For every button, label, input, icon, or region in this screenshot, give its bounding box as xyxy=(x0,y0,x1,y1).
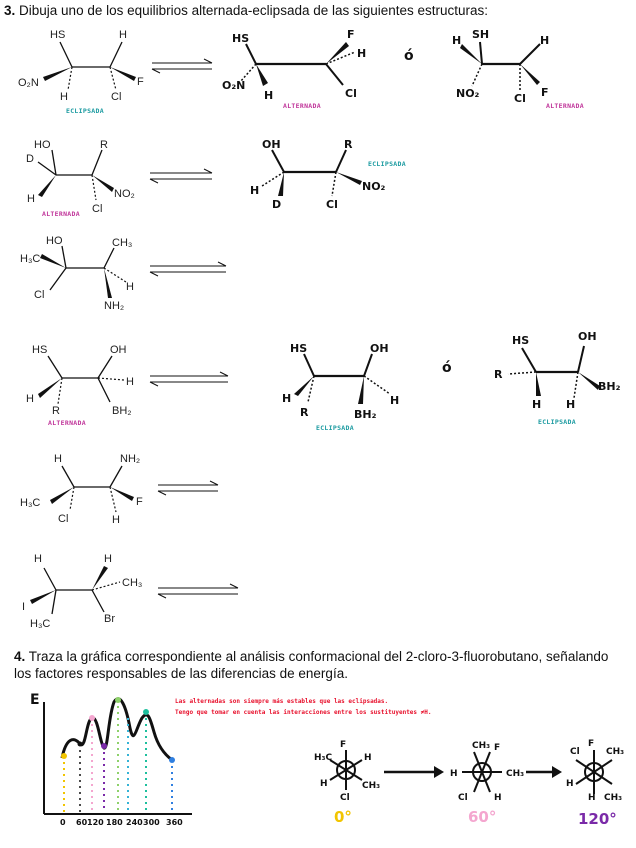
atom-label: H xyxy=(250,184,260,197)
question-3-number: 3. xyxy=(4,3,16,18)
atom-label: HS xyxy=(512,334,530,347)
atom-label: H xyxy=(450,769,458,779)
atom-label: H₃C xyxy=(314,753,333,763)
atom-label: CH₃ xyxy=(362,781,381,791)
atom-label: F xyxy=(340,740,347,750)
energy-diagram-canvas xyxy=(0,688,636,848)
structure-2-staggered xyxy=(26,139,135,218)
atom-label: BH₂ xyxy=(112,405,132,417)
atom-label: H xyxy=(532,398,542,411)
handdrawn-structure-1b xyxy=(452,28,584,110)
structure-6 xyxy=(22,553,142,630)
point-marker xyxy=(115,697,121,703)
point-marker xyxy=(143,709,149,715)
x-tick-label: 240 xyxy=(126,818,143,827)
atom-label: CH₃ xyxy=(472,741,491,751)
x-tick-label: 0 xyxy=(60,818,66,827)
atom-label: H xyxy=(264,89,274,102)
newman-projection-0 xyxy=(314,740,380,826)
structure-1-eclipsed xyxy=(18,29,144,115)
atom-label: CH₃ xyxy=(604,793,623,803)
atom-label: F xyxy=(137,76,144,88)
newman-projection-60 xyxy=(450,741,524,826)
atom-label: H xyxy=(26,393,34,405)
atom-label: R xyxy=(52,405,60,417)
atom-label: H₃C xyxy=(20,497,41,509)
equilibrium-arrow-5 xyxy=(158,481,218,495)
atom-label: CH₃ xyxy=(506,769,525,779)
atom-label: HO xyxy=(34,139,51,151)
atom-label: H xyxy=(320,779,328,789)
x-tick-label: 180 xyxy=(106,818,123,827)
atom-label: SH xyxy=(472,28,490,41)
atom-label: F xyxy=(136,496,143,508)
atom-label: OH xyxy=(370,342,389,355)
atom-label: R xyxy=(344,138,353,151)
alternada-tag: ALTERNADA xyxy=(546,102,584,110)
atom-label: D xyxy=(272,198,282,211)
atom-label: NO₂ xyxy=(362,180,386,193)
or-separator: ó xyxy=(442,360,452,376)
x-tick-label: 60 xyxy=(76,818,88,827)
atom-label: H xyxy=(27,193,35,205)
atom-label: Cl xyxy=(570,747,580,757)
atom-label: H xyxy=(364,753,372,763)
angle-label-60: 60° xyxy=(468,808,497,826)
atom-label: NO₂ xyxy=(456,87,480,100)
atom-label: H xyxy=(34,553,42,565)
atom-label: H xyxy=(540,34,550,47)
question-4-text-line1: Traza la gráfica correspondiente al análisis conformacional del 2-cloro-3-fluorobutano, señalando xyxy=(28,649,609,664)
atom-label: Cl xyxy=(458,793,468,803)
atom-label: H xyxy=(126,376,134,388)
atom-label: H xyxy=(452,34,462,47)
angle-label-120: 120° xyxy=(578,810,617,828)
equilibrium-arrow-4 xyxy=(150,372,228,386)
x-tick-label: 120 xyxy=(87,818,104,827)
atom-label: H xyxy=(104,553,112,565)
equilibrium-arrow-1 xyxy=(152,59,212,73)
arrow-60-to-120 xyxy=(526,766,562,778)
atom-label: O₂N xyxy=(18,77,39,89)
atom-label: HS xyxy=(32,344,48,356)
structure-4 xyxy=(26,344,134,427)
atom-label: OH xyxy=(578,330,597,343)
handdrawn-structure-4b xyxy=(494,330,621,426)
note-line-2: Tengo que tomar en cuenta las interacciones entre los sustituyentes ≠H. xyxy=(175,709,432,716)
atom-label: H xyxy=(54,453,62,465)
atom-label: H₃C xyxy=(30,618,51,630)
point-marker xyxy=(89,715,95,721)
point-marker xyxy=(61,753,67,759)
eclipsada-tag: ECLIPSADA xyxy=(368,160,406,168)
x-tick-label: 360 xyxy=(166,818,183,827)
atom-label: F xyxy=(588,739,595,749)
atom-label: H xyxy=(126,281,134,293)
atom-label: H₃C xyxy=(20,253,41,265)
atom-label: R xyxy=(300,406,309,419)
atom-label: HO xyxy=(46,235,63,247)
question-3-text: Dibuja uno de los equilibrios alternada-eclipsada de las siguientes estructuras: xyxy=(19,3,489,18)
atom-label: HS xyxy=(50,29,66,41)
atom-label: CH₃ xyxy=(606,747,625,757)
atom-label: HS xyxy=(232,32,250,45)
atom-label: F xyxy=(347,28,355,41)
arrow-0-to-60 xyxy=(384,766,444,778)
atom-label: H xyxy=(566,398,576,411)
atom-label: HS xyxy=(290,342,308,355)
question-4-text-line2: los factores responsables de las diferencias de energía. xyxy=(14,666,348,681)
atom-label: Cl xyxy=(345,87,357,100)
atom-label: Cl xyxy=(514,92,526,105)
atom-label: Cl xyxy=(326,198,338,211)
atom-label: H xyxy=(282,392,292,405)
atom-label: NH₂ xyxy=(104,300,125,312)
atom-label: F xyxy=(541,86,549,99)
structure-3 xyxy=(20,235,134,312)
atom-label: H xyxy=(566,779,574,789)
alternada-tag: ALTERNADA xyxy=(42,210,80,218)
alternada-tag: ALTERNADA xyxy=(283,102,321,110)
atom-label: NO₂ xyxy=(114,188,135,200)
question-4 xyxy=(14,648,608,682)
note-line-1: Las alternadas son siempre más estables que las eclipsadas. xyxy=(175,698,389,705)
angle-label-0: 0° xyxy=(334,808,352,826)
atom-label: OH xyxy=(110,344,127,356)
atom-label: BH₂ xyxy=(354,408,377,421)
atom-label: NH₂ xyxy=(120,453,141,465)
eclipsada-tag: ECLIPSADA xyxy=(66,107,104,115)
atom-label: H xyxy=(494,793,502,803)
point-marker xyxy=(101,743,107,749)
atom-label: D xyxy=(26,153,34,165)
point-marker xyxy=(169,757,175,763)
atom-label: H xyxy=(112,514,120,526)
point-marker xyxy=(78,742,83,747)
atom-label: CH₃ xyxy=(122,577,143,589)
atom-label: Cl xyxy=(92,203,103,215)
atom-label: O₂N xyxy=(222,79,246,92)
atom-label: H xyxy=(588,793,596,803)
eclipsada-tag: ECLIPSADA xyxy=(316,424,354,432)
structure-5 xyxy=(20,453,143,526)
atom-label: H xyxy=(119,29,127,41)
x-tick-label: 300 xyxy=(143,818,160,827)
atom-label: Cl xyxy=(340,793,350,803)
atom-label: H xyxy=(357,47,367,60)
equilibrium-arrow-2 xyxy=(150,169,212,183)
atom-label: CH₃ xyxy=(112,237,133,249)
atom-label: F xyxy=(494,743,501,753)
handdrawn-structure-1a xyxy=(222,28,366,110)
atom-label: R xyxy=(494,368,503,381)
atom-label: H xyxy=(390,394,400,407)
question-4-number: 4. xyxy=(14,649,26,664)
atom-label: OH xyxy=(262,138,281,151)
atom-label: Cl xyxy=(34,289,45,301)
equilibrium-arrow-3 xyxy=(150,262,226,276)
atom-label: H xyxy=(60,91,68,103)
alternada-tag: ALTERNADA xyxy=(48,419,86,427)
y-axis-label: E xyxy=(30,692,40,708)
atom-label: I xyxy=(22,601,26,613)
atom-label: Cl xyxy=(58,513,69,525)
newman-projection-120 xyxy=(566,739,624,828)
atom-label: R xyxy=(100,139,108,151)
energy-graph xyxy=(30,692,192,827)
eclipsada-tag: ECLIPSADA xyxy=(538,418,576,426)
handdrawn-structure-4a xyxy=(282,342,399,432)
atom-label: BH₂ xyxy=(598,380,621,393)
or-separator: ó xyxy=(404,48,414,64)
atom-label: Cl xyxy=(111,91,122,103)
handdrawn-structure-2 xyxy=(250,138,406,211)
equilibrium-arrow-6 xyxy=(158,584,238,598)
atom-label: Br xyxy=(104,613,115,625)
